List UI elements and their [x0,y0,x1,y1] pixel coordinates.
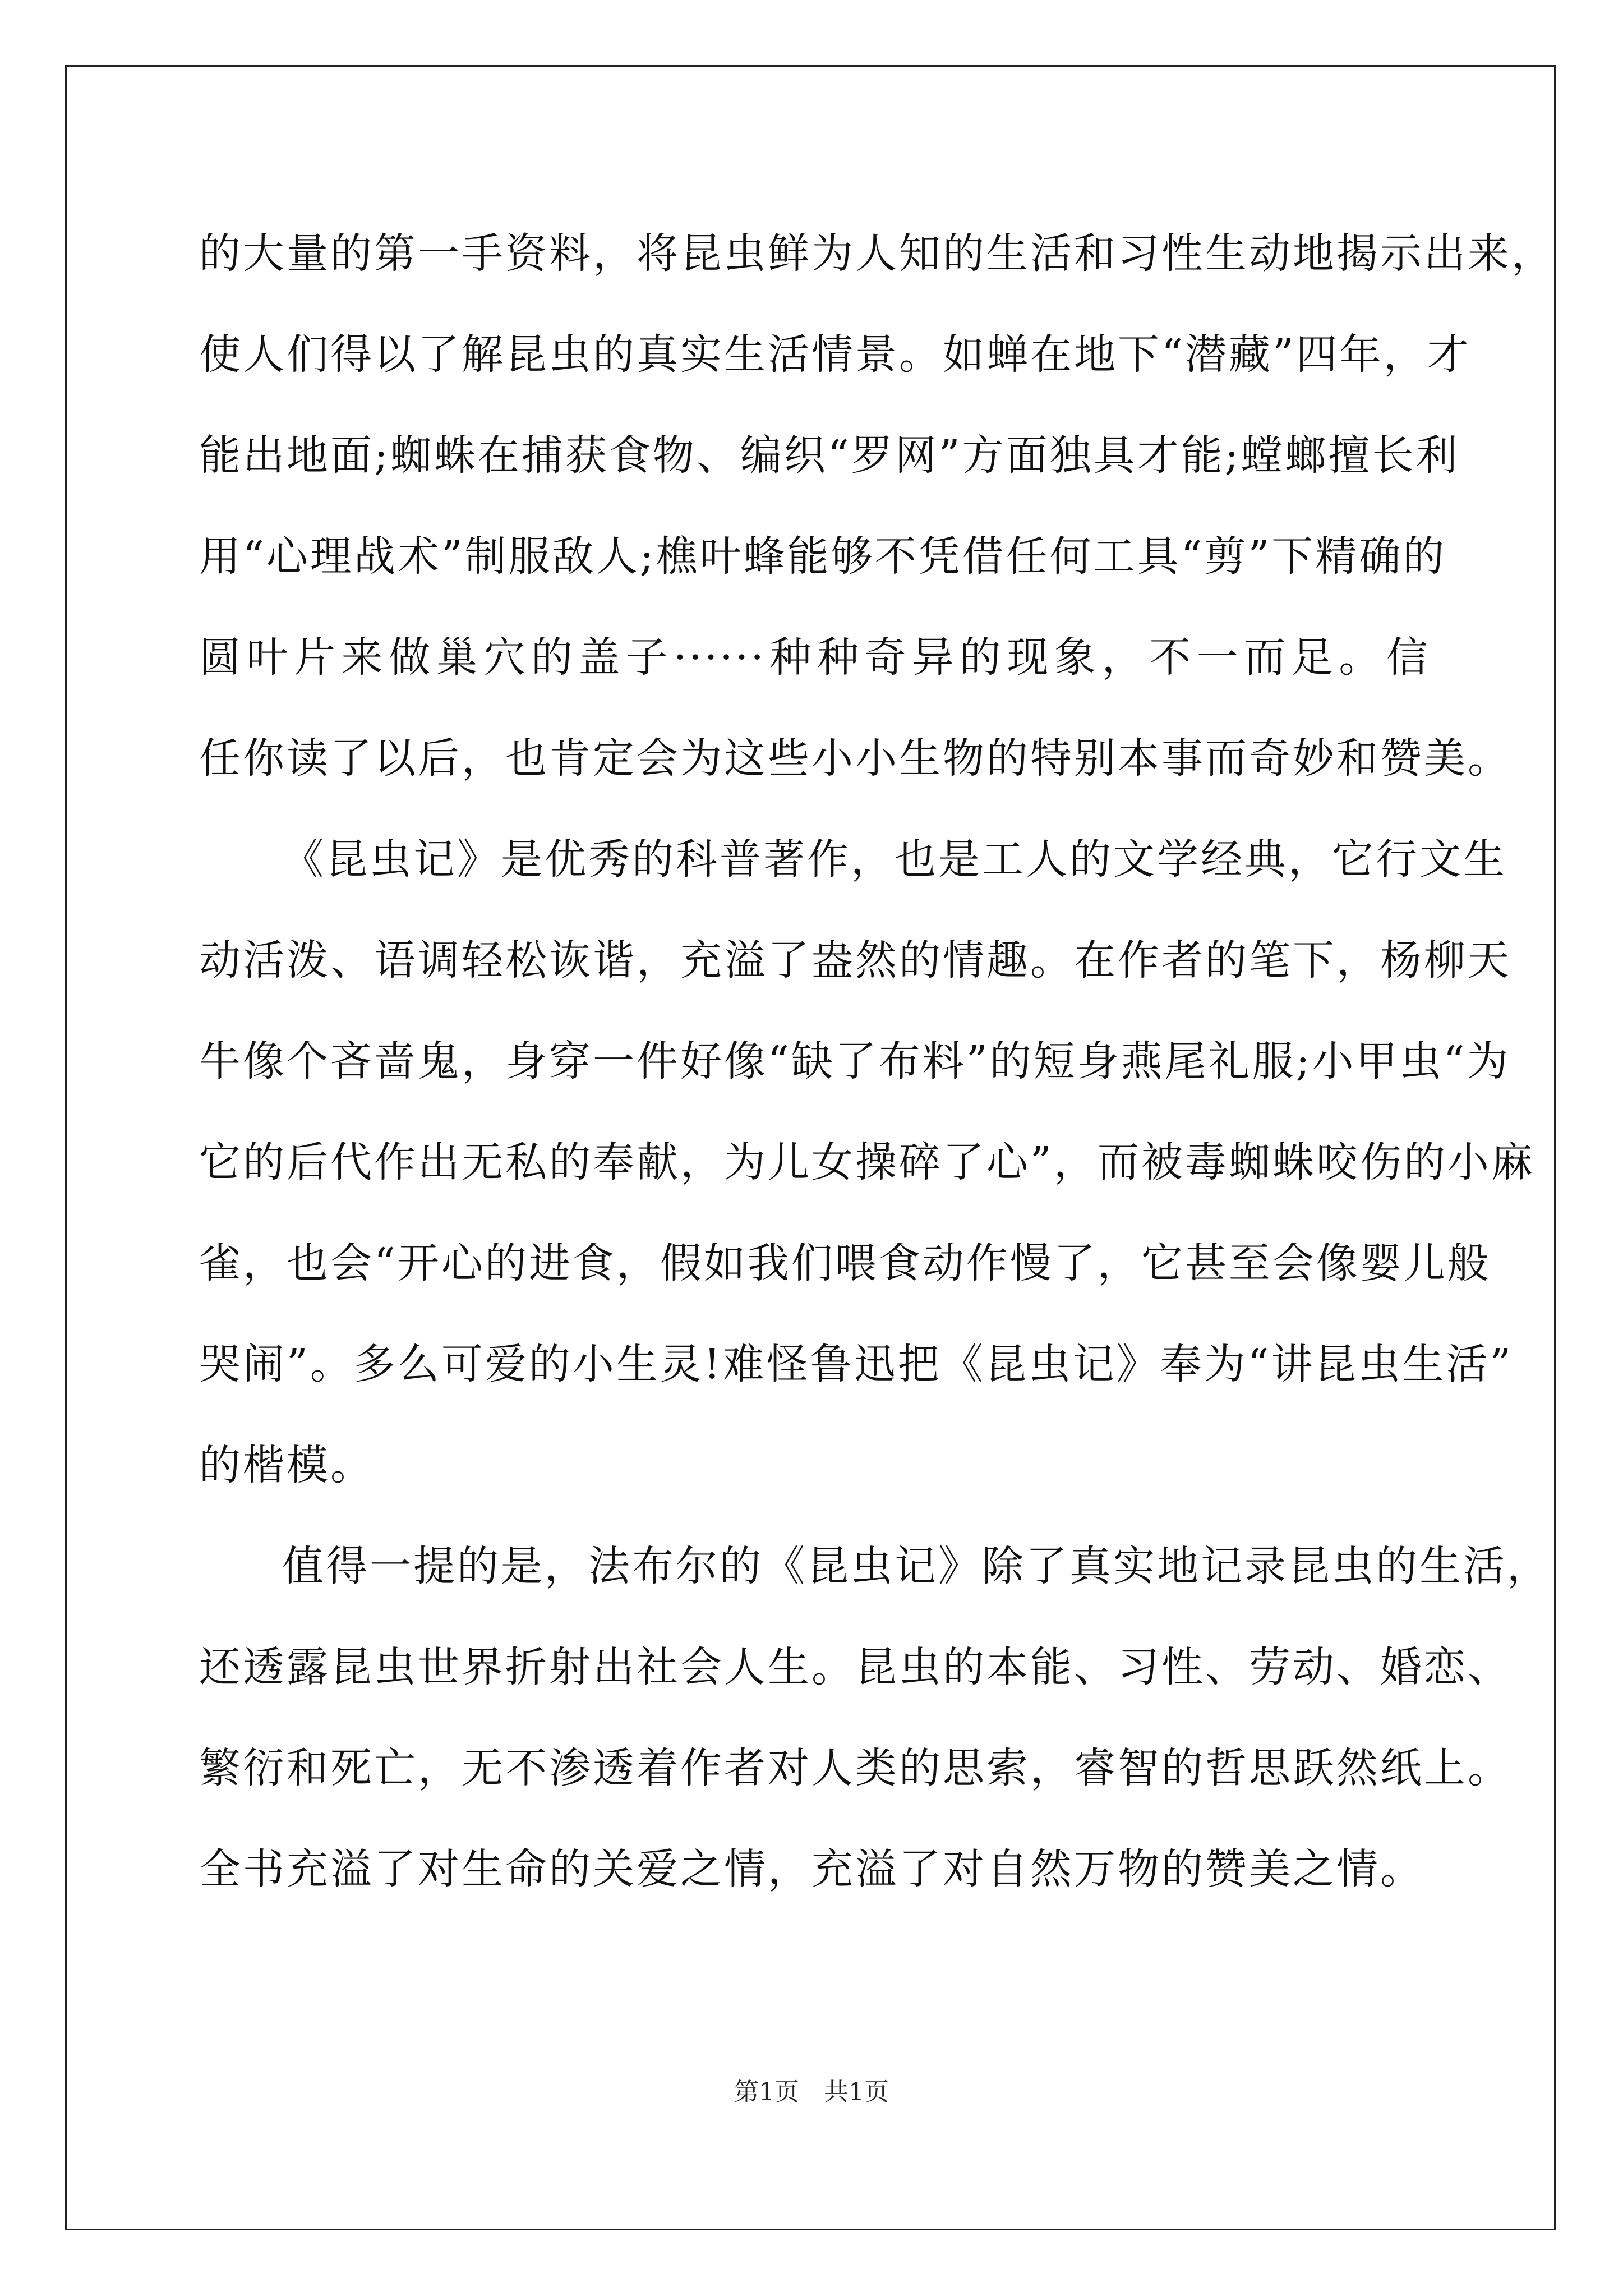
text-line: 雀，也会“开心的进食，假如我们喂食动作慢了，它甚至会像婴儿般 [199,1239,1491,1287]
paragraph-first-line: 值得一提的是，法布尔的《昆虫记》除了真实地记录昆虫的生活， [282,1542,1551,1590]
text-line: 繁衍和死亡，无不渗透着作者对人类的思索，睿智的哲思跃然纸上。 [199,1744,1511,1792]
text-line: 哭闹”。多么可爱的小生灵!难怪鲁迅把《昆虫记》奉为“讲昆虫生活” [199,1340,1514,1388]
text-line: 动活泼、语调轻松诙谐，充溢了盎然的情趣。在作者的笔下，杨柳天 [199,936,1511,984]
page-number: 第1页 共1页 [734,2078,889,2106]
text-line: 使人们得以了解昆虫的真实生活情景。如蝉在地下“潜藏”四年，才 [199,330,1471,379]
text-line: 牛像个吝啬鬼，身穿一件好像“缺了布料”的短身燕尾礼服;小甲虫“为 [199,1037,1511,1085]
text-line: 的大量的第一手资料，将昆虫鲜为人知的生活和习性生动地揭示出来， [199,229,1555,278]
document-body [199,203,1555,1920]
paragraph-first-line: 《昆虫记》是优秀的科普著作，也是工人的文学经典，它行文生 [282,835,1507,884]
text-line: 能出地面;蜘蛛在捕获食物、编织“罗网”方面独具才能;螳螂擅长利 [199,431,1460,480]
text-line: 的楷模。 [199,1441,374,1489]
text-line: 任你读了以后，也肯定会为这些小小生物的特别本事而奇妙和赞美。 [199,734,1511,783]
text-line: 还透露昆虫世界折射出社会人生。昆虫的本能、习性、劳动、婚恋、 [199,1643,1511,1691]
text-line: 用“心理战术”制服敌人;樵叶蜂能够不凭借任何工具“剪”下精确的 [199,532,1447,581]
text-line: 全书充溢了对生命的关爱之情，充溢了对自然万物的赞美之情。 [199,1845,1424,1893]
text-line: 它的后代作出无私的奉献，为儿女操碎了心”，而被毒蜘蛛咬伤的小麻 [199,1138,1535,1186]
text-line: 圆叶片来做巢穴的盖子······种种奇异的现象，不一而足。信 [199,633,1430,682]
